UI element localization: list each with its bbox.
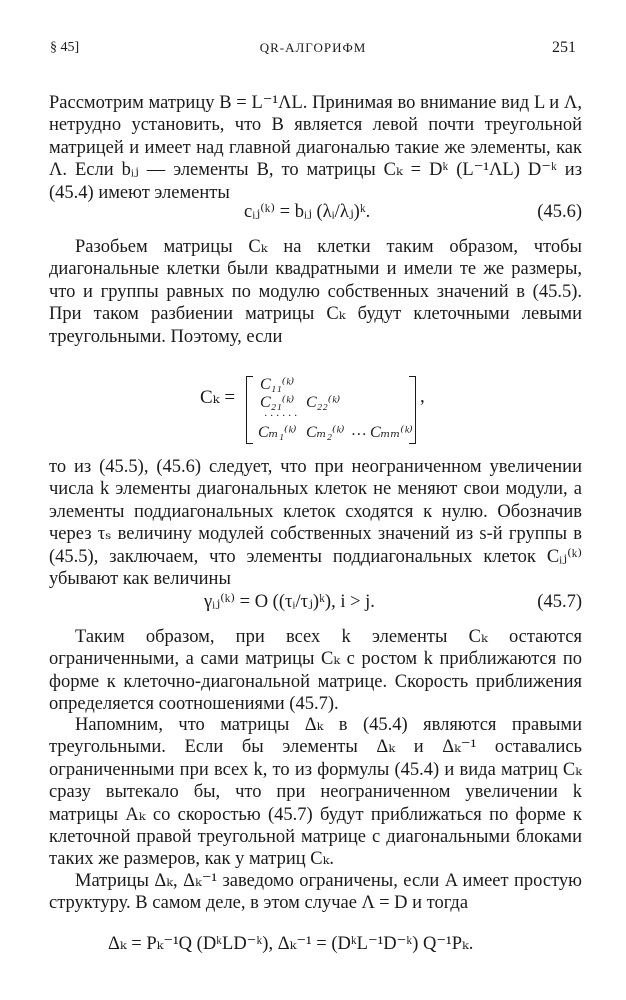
paragraph-1: Рассмотрим матрицу B = L⁻¹ΛL. Принимая во внимание вид L и Λ, нетрудно установить, что B является левой почти треугольной матрицей и имеет над главной диагональю такие же элементы, как Λ. Если bᵢⱼ — элементы B, то матрицы Cₖ = Dᵏ (L⁻¹ΛL) D⁻ᵏ из (45.4) имеют элементы — [49, 93, 582, 203]
matrix-cell: Cₘ₁⁽ᵏ⁾ — [258, 424, 297, 441]
matrix-label: Cₖ = — [200, 387, 236, 408]
block-matrix — [246, 376, 416, 442]
matrix-cell: C₁₁⁽ᵏ⁾ — [260, 376, 295, 393]
paragraph-2: Разобьем матрицы Cₖ на клетки таким образом, чтобы диагональные клетки были квадратными и имели те же размеры, что и группы равных по модулю собственных значений в (45.5). При таком разбиении матрицы Cₖ будут клеточными левыми треугольными. Поэтому, если — [49, 237, 582, 347]
left-bracket — [246, 376, 253, 444]
matrix-cell: Cₘ₂⁽ᵏ⁾ — [306, 424, 345, 441]
paragraph-4: Таким образом, при всех k элементы Cₖ остаются ограниченными, а сами матрицы Cₖ с ростом k приближаются по форме к клеточно-диагональной матрице. Скорость приближения определяется соотношениями (45.7). — [49, 627, 582, 715]
matrix-trailing-comma: , — [420, 386, 425, 407]
equation-final: Δₖ = Pₖ⁻¹Q (DᵏLD⁻ᵏ), Δₖ⁻¹ = (DᵏL⁻¹D⁻ᵏ) Q⁻¹Pₖ. — [108, 934, 474, 954]
matrix-dots: · · · · · · — [264, 408, 297, 422]
equation-45-7: γᵢⱼ⁽ᵏ⁾ = O ((τᵢ/τⱼ)ᵏ), i > j. — [204, 592, 375, 612]
matrix-cell: C₂₁⁽ᵏ⁾ — [260, 394, 295, 411]
paragraph-3: то из (45.5), (45.6) следует, что при неограниченном увеличении числа k элементы диагональных клеток не меняют свои модули, а элементы поддиагональных клеток сходятся к нулю. Обозначив через τₛ величину модулей собственных значений из s-й группы в (45.5), заключаем, что элементы поддиагональных клеток Cᵢⱼ⁽ᵏ⁾ убывают как величины — [49, 457, 582, 590]
equation-45-6: cᵢⱼ⁽ᵏ⁾ = bᵢⱼ (λᵢ/λⱼ)ᵏ. — [244, 202, 371, 222]
page-number: 251 — [552, 39, 576, 56]
matrix-ellipsis: … — [352, 422, 367, 439]
paragraph-5: Напомним, что матрицы Δₖ в (45.4) являются правыми треугольными. Если бы элементы Δₖ и Δₖ⁻¹ оставались ограниченными при всех k, то из формулы (45.4) и вида матриц Cₖ сразу вытекало бы, что при неограниченном увеличении k матрицы Aₖ со скоростью (45.7) будут приближаться по форме к клеточной правой треугольной матрице с диагональными блоками таких же размеров, как у матриц Cₖ. — [49, 715, 582, 870]
equation-45-7-number: (45.7) — [537, 592, 582, 612]
paragraph-6: Матрицы Δₖ, Δₖ⁻¹ заведомо ограничены, если A имеет простую структуру. В самом деле, в этом случае Λ = D и тогда — [49, 871, 582, 914]
equation-45-6-number: (45.6) — [537, 202, 582, 222]
running-title: QR-АЛГОРИФМ — [259, 40, 367, 55]
matrix-cell: C₂₂⁽ᵏ⁾ — [306, 394, 341, 411]
section-reference: § 45] — [50, 40, 80, 55]
matrix-cell: Cₘₘ⁽ᵏ⁾ — [370, 424, 413, 441]
